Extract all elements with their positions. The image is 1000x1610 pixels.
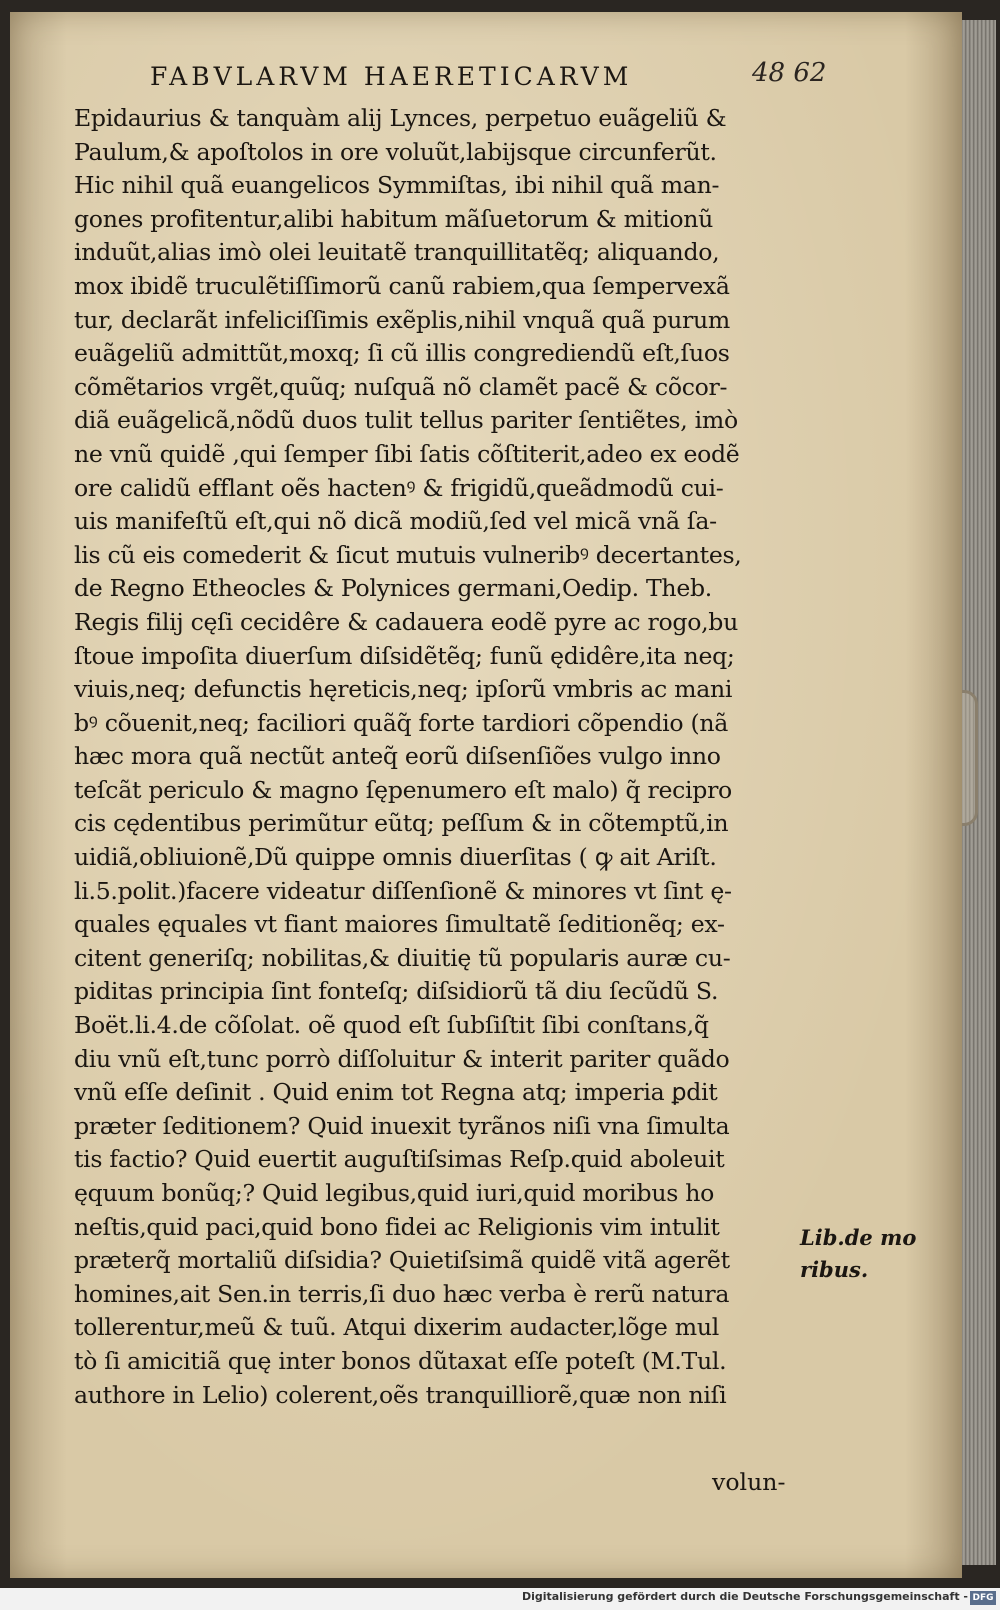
text-line: vnũ eſſe deſinit . Quid enim tot Regna atq; imperia ꝑdit	[74, 1078, 718, 1107]
text-line: authore in Lelio) colerent,oẽs tranquilliorẽ,quæ non niſi	[74, 1380, 727, 1409]
footer-bar	[0, 1588, 1000, 1610]
text-line: præter ſeditionem? Quid inuexit tyrãnos niſi vna ſimulta	[74, 1111, 730, 1140]
text-line: tur, declarãt infeliciſſimis exẽplis,nihil vnquã quã purum	[74, 305, 730, 334]
marginal-note-line: Lib.de mo	[800, 1225, 917, 1250]
text-line: teſcãt periculo & magno ſępenumero eſt malo) q̃ recipro	[74, 775, 732, 804]
digitization-credit: Digitalisierung gefördert durch die Deutsche Forschungsgemeinschaft -	[521, 1590, 968, 1603]
body-text	[74, 102, 814, 1412]
text-line: gones profitentur,alibi habitum mãſuetorum & mitionũ	[74, 204, 714, 233]
text-line: de Regno Etheocles & Polynices germani,Oedip. Theb.	[74, 574, 712, 603]
text-line: cõmẽtarios vrgẽt,quũq; nuſquã nõ clamẽt pacẽ & cõcor-	[74, 372, 728, 401]
text-line: tò ſi amicitiã quę inter bonos dũtaxat eſſe poteſt (M.Tul.	[74, 1346, 727, 1375]
text-line: Paulum,& apoſtolos in ore voluũt,labijsque circunferũt.	[74, 137, 717, 166]
text-line: Regis filij cęſi cecidêre & cadauera eodẽ pyre ac rogo,bu	[74, 607, 738, 636]
dfg-logo: DFG	[970, 1591, 996, 1605]
text-line: ore calidũ efflant oẽs hactenꝰ & frigidũ,queãdmodũ cui-	[74, 473, 724, 502]
running-title: FABVLARVM HAERETICARVM	[150, 62, 633, 91]
text-line: neſtis,quid paci,quid bono fidei ac Religionis vim intulit	[74, 1212, 720, 1241]
text-line: ſtoue impoſita diuerſum diſsidẽtẽq; funũ ędidêre,ita neq;	[74, 641, 735, 670]
text-line: induũt,alias imò olei leuitatẽ tranquillitatẽq; aliquando,	[74, 238, 720, 267]
text-line: diã euãgelicã,nõdũ duos tulit tellus pariter ſentiẽtes, imò	[74, 406, 738, 435]
catchword: volun-	[712, 1468, 786, 1496]
text-line: euãgeliũ admittũt,moxq; ſi cũ illis congrediendũ eſt,ſuos	[74, 339, 730, 368]
text-line: Hic nihil quã euangelicos Symmiſtas, ibi nihil quã man-	[74, 171, 720, 200]
text-line: hæc mora quã nectũt anteq̃ eorũ diſsenſiões vulgo inno	[74, 742, 721, 771]
text-line: cis cędentibus perimũtur eũtq; peſſum & in cõtemptũ,in	[74, 809, 729, 838]
text-line: mox ibidẽ truculẽtiſſimorũ canũ rabiem,qua ſempervexã	[74, 271, 730, 300]
text-line: lis cũ eis comederit & ſicut mutuis vulneribꝰ decertantes,	[74, 540, 742, 569]
text-line: Boët.li.4.de cõſolat. oẽ quod eſt ſubſiſtit ſibi conſtans,q̃	[74, 1011, 709, 1040]
marginal-note	[800, 1222, 940, 1286]
text-line: piditas principia ſint fonteſq; diſsidiorũ tã diu ſecũdũ S.	[74, 977, 719, 1006]
text-line: diu vnũ eſt,tunc porrò diſſoluitur & interit pariter quãdo	[74, 1044, 730, 1073]
text-line: quales ęquales vt fiant maiores ſimultatẽ ſeditionẽq; ex-	[74, 910, 725, 939]
text-line: viuis,neq; defunctis hęreticis,neq; ipſorũ vmbris ac mani	[74, 675, 733, 704]
text-line: ne vnũ quidẽ ,qui ſemper ſibi ſatis cõſtiterit,adeo ex eodẽ	[74, 439, 740, 468]
text-line: Epidaurius & tanquàm alij Lynces, perpetuo euãgeliũ &	[74, 104, 727, 132]
text-line: ęquum bonũq;? Quid legibus,quid iuri,quid moribus ho	[74, 1179, 715, 1207]
marginal-note-line: ribus.	[800, 1257, 869, 1282]
text-line: præterq̃ mortaliũ diſsidia? Quietiſsimã quidẽ vitã agerẽt	[74, 1246, 730, 1275]
folio-number: 48 62	[752, 58, 827, 88]
text-line: tis factio? Quid euertit auguſtiſsimas Reſp.quid aboleuit	[74, 1145, 725, 1174]
text-line: bꝰ cõuenit,neq; faciliori quãq̃ forte tardiori cõpendio (nã	[74, 708, 729, 737]
text-line: citent generiſq; nobilitas,& diuitię tũ popularis auræ cu-	[74, 943, 731, 972]
text-line: homines,ait Sen.in terris,ſi duo hæc verba è rerũ natura	[74, 1279, 730, 1308]
text-line: li.5.polit.)facere videatur diſſenſionẽ & minores vt ſint ę-	[74, 876, 732, 905]
text-line: tollerentur,meũ & tuũ. Atqui dixerim audacter,lõge mul	[74, 1313, 720, 1342]
text-line: uis manifeſtũ eſt,qui nõ dicã modiũ,ſed vel micã vnã ſa-	[74, 507, 717, 536]
text-line: uidiã,obliuionẽ,Dũ quippe omnis diuerſitas ( ꝙ ait Ariſt.	[74, 843, 717, 872]
